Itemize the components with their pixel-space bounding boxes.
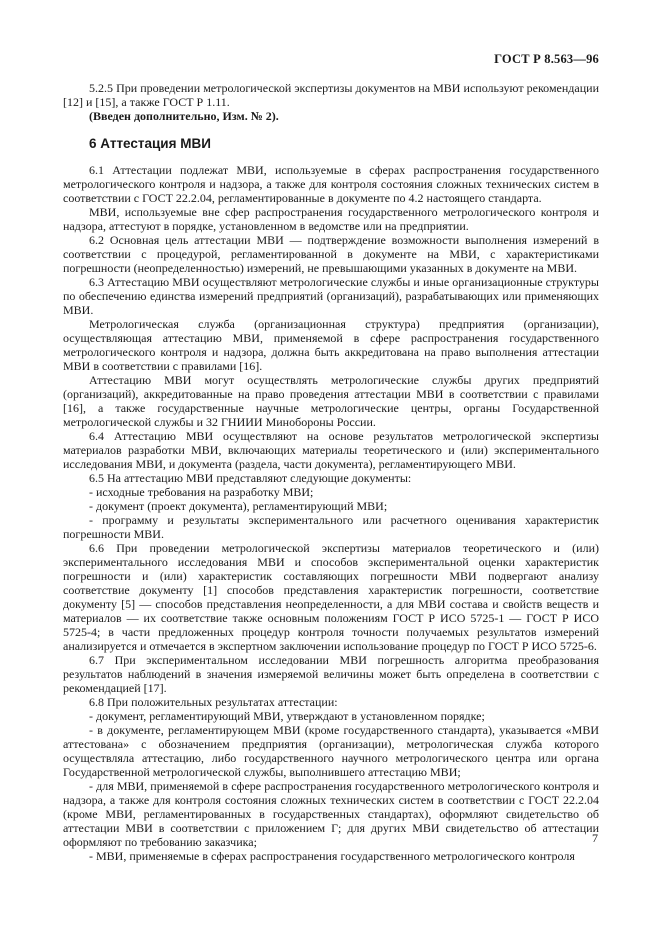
paragraph-6-3: 6.3 Аттестацию МВИ осуществляют метрологические службы и иные организационные структуры по обеспечению единства измерений предприятий (организаций), разрабатывающих или применяющих МВИ. xyxy=(63,275,599,317)
paragraph-6-1-continued: МВИ, используемые вне сфер распространения государственного метрологического контроля и надзора, аттестуют в порядке, установленном в ведомстве или на предприятии. xyxy=(63,205,599,233)
list-item-metrological-control: - МВИ, применяемые в сферах распространения государственного метрологического контроля xyxy=(89,849,575,863)
paragraph-6-4: 6.4 Аттестацию МВИ осуществляют на основе результатов метрологической экспертизы материалов разработки МВИ, включающих материалы теоретического и (или) экспериментального исследования МВИ, и документа (раздела, части документа), регламентирующего МВИ. xyxy=(63,429,599,471)
document-code-header: ГОСТ Р 8.563—96 xyxy=(494,52,599,66)
page-number: 7 xyxy=(592,831,598,845)
section-title: 6 Аттестация МВИ xyxy=(89,136,211,151)
paragraph-6-6: 6.6 При проведении метрологической экспертизы материалов теоретического и (или) экспериментального исследования МВИ и способов экспериментальной оценки характеристик погрешности и (или) характеристик составляющих погрешности МВИ подвергают анализу соответствие документу [1] способов представления характеристик погрешности, соответствие документу [5] — способов представления неопределенности, а для МВИ состава и свойств веществ и материалов — их соответствие также основным положениям ГОСТ Р ИСО 5725-1 — ГОСТ Р ИСО 5725-4; в части предложенных процедур контроля точности получаемых результатов измерений анализируется и отмечается в экспертном заключении использование процедур по ГОСТ Р ИСО 5725-6. xyxy=(63,541,599,653)
paragraph-6-3-accreditation: Метрологическая служба (организационная структура) предприятия (организации), осуществляющая аттестацию МВИ, применяемой в сфере распространения государственного метрологического контроля и надзора, должна быть аккредитована на право выполнения аттестации МВИ в соответствии с правилами [16]. xyxy=(63,317,599,373)
paragraph-6-2: 6.2 Основная цель аттестации МВИ — подтверждение возможности выполнения измерений в соответствии с процедурой, регламентированной в документе на МВИ, с характеристиками погрешности (неопределенностью) измерений, не превышающими указанных в документе на МВИ. xyxy=(63,233,599,275)
list-item-attested-mark: - в документе, регламентирующем МВИ (кроме государственного стандарта), указывается «МВИ аттестована» с обозначением предприятия (организации), метрологическая служба которого осуществляла аттестацию, либо государственного научного метрологического центра или органа Государственной метрологической службы, выполнившего аттестацию МВИ; xyxy=(63,723,599,779)
amendment-note: (Введен дополнительно, Изм. № 2). xyxy=(89,109,279,123)
list-item-program-results: - программу и результаты экспериментального или расчетного оценивания характеристик погрешности МВИ. xyxy=(63,513,599,541)
paragraph-6-5: 6.5 На аттестацию МВИ представляют следующие документы: xyxy=(89,471,412,485)
paragraph-5-2-5: 5.2.5 При проведении метрологической экспертизы документов на МВИ используют рекомендации [12] и [15], а также ГОСТ Р 1.11. xyxy=(63,81,599,109)
list-item-initial-requirements: - исходные требования на разработку МВИ; xyxy=(89,485,314,499)
paragraph-6-7: 6.7 При экспериментальном исследовании МВИ погрешность алгоритма преобразования результатов наблюдений в значения измеряемой величины может быть определена в соответствии с рекомендацией [17]. xyxy=(63,653,599,695)
list-item-approval: - документ, регламентирующий МВИ, утверждают в установленном порядке; xyxy=(89,709,485,723)
document-body xyxy=(63,81,599,863)
list-item-certificate: - для МВИ, применяемой в сфере распространения государственного метрологического контроля и надзора, а также для контроля состояния сложных технических систем в соответствии с ГОСТ 22.2.04 (кроме МВИ, регламентированных в государственных стандартах), оформляют свидетельство об аттестации МВИ в соответствии с приложением Г; для других МВИ свидетельство об аттестации оформляют по требованию заказчика; xyxy=(63,779,599,849)
paragraph-6-1: 6.1 Аттестации подлежат МВИ, используемые в сферах распространения государственного метрологического контроля и надзора, а также для контроля состояния сложных технических систем в соответствии с ГОСТ 22.2.04, регламентированные в документе по 4.2 настоящего стандарта. xyxy=(63,163,599,205)
paragraph-6-3-other-services: Аттестацию МВИ могут осуществлять метрологические службы других предприятий (организаций), аккредитованные на право проведения аттестации МВИ в соответствии с правилами [16], а также государственные научные метрологические центры, органы Государственной метрологической службы и 32 ГНИИИ Минобороны России. xyxy=(63,373,599,429)
paragraph-6-8: 6.8 При положительных результатах аттестации: xyxy=(89,695,338,709)
list-item-document-draft: - документ (проект документа), регламентирующий МВИ; xyxy=(89,499,388,513)
